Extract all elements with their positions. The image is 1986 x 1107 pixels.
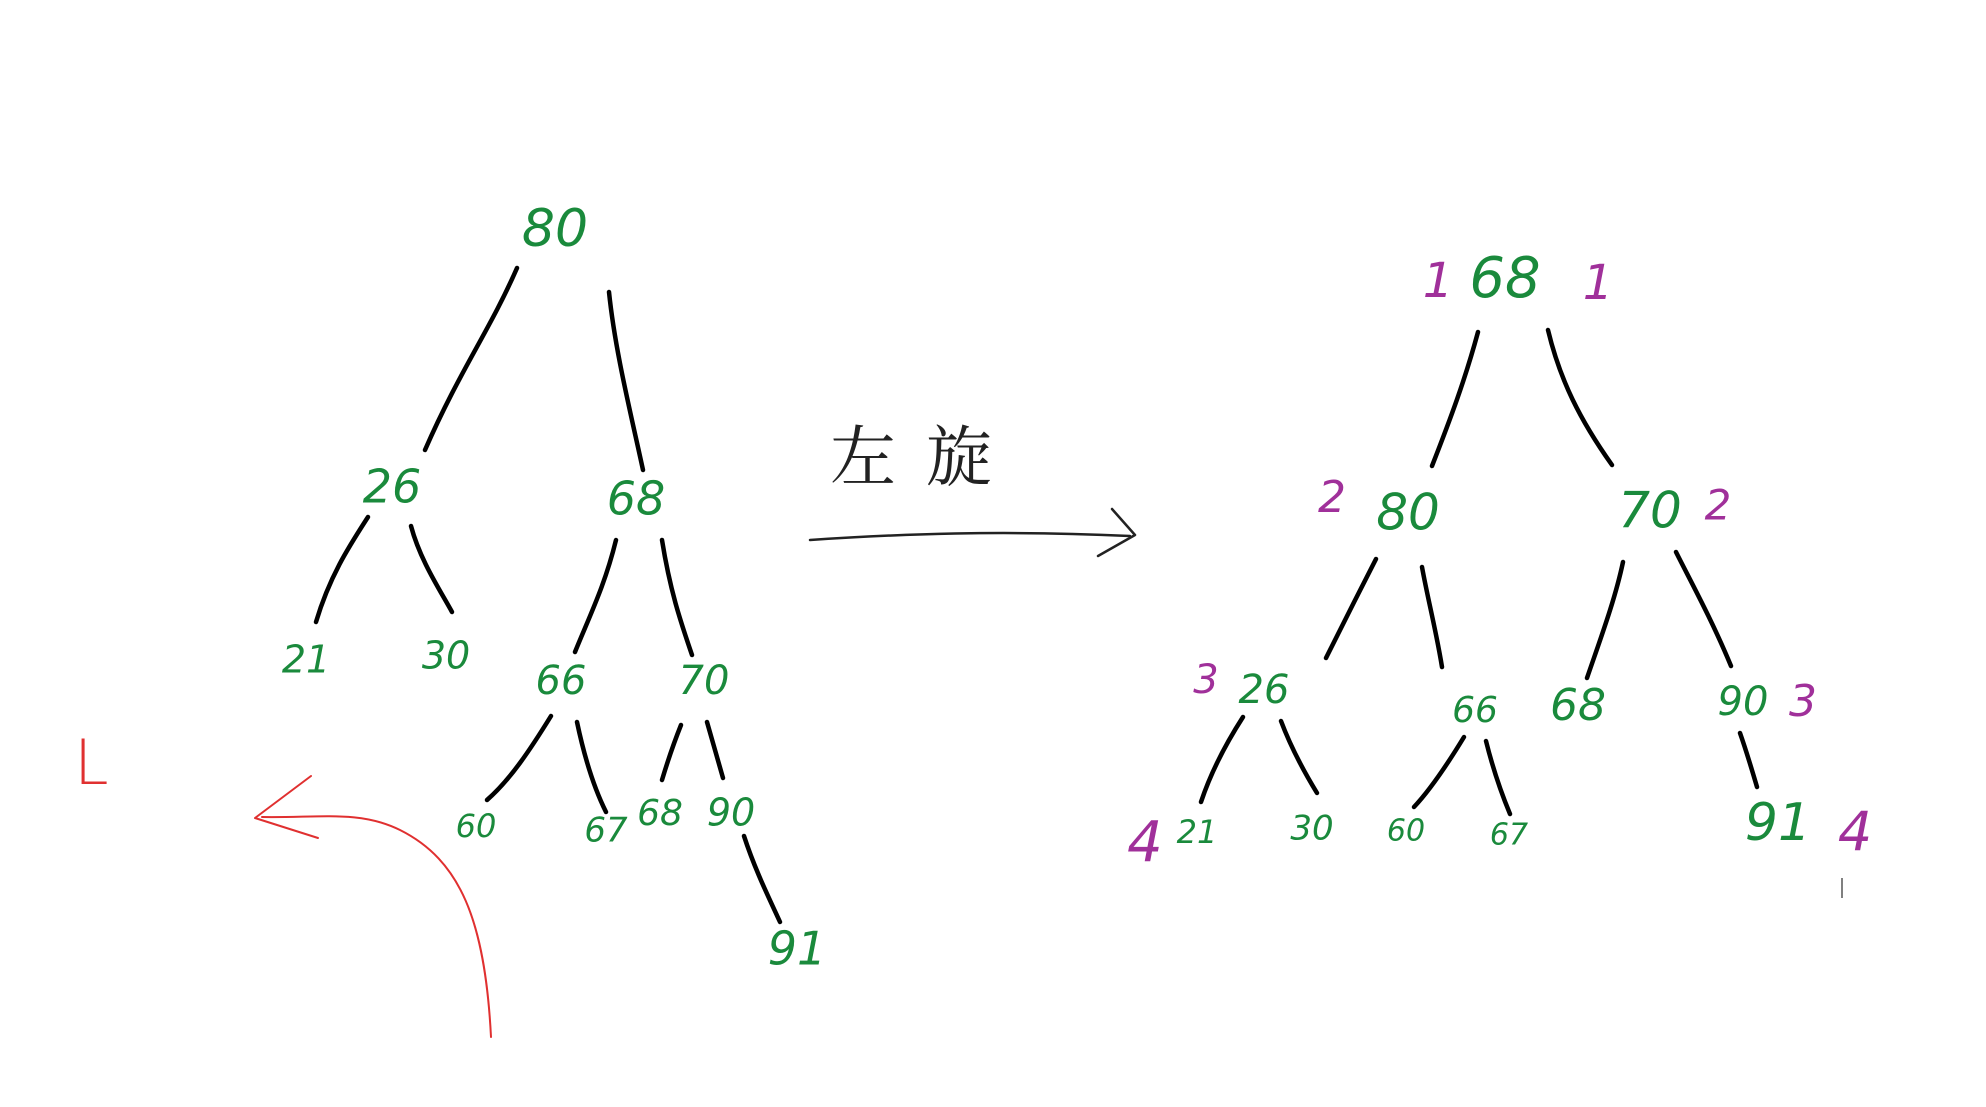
level-marker-3-right: 3 (1789, 676, 1817, 727)
edge-90-91 (1740, 733, 1757, 787)
edge-26-21 (1201, 717, 1243, 802)
edge-80-26 (1326, 559, 1376, 658)
node-80: 80 (1376, 483, 1440, 542)
edge-68-80 (1432, 332, 1478, 466)
node-91: 91 (767, 921, 827, 976)
node-67: 67 (584, 810, 628, 851)
curved-arrow-icon (262, 816, 491, 1037)
level-marker-4-left: 4 (1127, 810, 1163, 876)
edge-70-90 (707, 722, 723, 778)
rotation-operation (810, 419, 1135, 556)
edge-26-21 (316, 517, 368, 622)
node-30: 30 (421, 633, 471, 678)
after-tree (1127, 246, 1872, 898)
node-66: 66 (1452, 690, 1498, 731)
node-91: 91 (1744, 793, 1812, 853)
node-66: 66 (535, 658, 587, 704)
node-21: 21 (281, 637, 331, 682)
level-marker-4-right: 4 (1837, 800, 1873, 864)
node-90: 90 (706, 790, 756, 835)
edge-66-67 (1486, 741, 1510, 814)
edge-70-90 (1676, 552, 1731, 666)
rotation-direction-mark (74, 726, 491, 1037)
level-marker-3-left: 3 (1193, 657, 1219, 703)
curved-arrow-head (255, 776, 318, 838)
level-marker-1-right: 1 (1582, 255, 1614, 311)
edge-68-70 (662, 540, 692, 655)
node-67: 67 (1489, 817, 1529, 853)
node-70: 70 (1618, 481, 1682, 540)
operation-arrow-shaft (810, 533, 1130, 540)
edge-66-60 (487, 716, 551, 800)
edge-90-91 (744, 836, 780, 922)
edge-66-67 (577, 722, 606, 812)
level-marker-1-left: 1 (1422, 253, 1454, 309)
edge-68-66 (575, 540, 616, 652)
node-60: 60 (1386, 813, 1426, 849)
edge-80-68 (609, 292, 643, 470)
node-90: 90 (1717, 679, 1769, 725)
rotation-mark-label: L (74, 726, 109, 799)
edge-70-68b (1587, 562, 1623, 678)
operation-arrow-head (1098, 509, 1135, 556)
node-21: 21 (1176, 813, 1218, 851)
edge-26-30 (411, 526, 452, 612)
level-marker-2-right: 2 (1704, 480, 1732, 530)
before-tree (282, 199, 826, 976)
operation-label: 左旋 (830, 419, 1022, 496)
node-70: 70 (678, 658, 730, 704)
level-marker-2-left: 2 (1318, 472, 1346, 523)
node-68-root: 68 (1469, 246, 1541, 312)
node-26: 26 (362, 459, 422, 514)
node-26: 26 (1238, 667, 1290, 713)
node-68-leaf: 68 (1550, 680, 1606, 731)
node-68-leaf: 68 (637, 793, 683, 834)
edge-68-70 (1548, 330, 1612, 465)
node-68: 68 (606, 471, 666, 526)
edge-70-68b (662, 725, 681, 780)
edge-66-60 (1414, 737, 1464, 807)
edge-80-66 (1422, 567, 1442, 667)
node-30: 30 (1290, 808, 1334, 849)
node-80: 80 (521, 199, 589, 259)
edge-80-26 (425, 268, 517, 450)
edge-26-30 (1281, 721, 1317, 793)
node-60: 60 (455, 807, 497, 845)
